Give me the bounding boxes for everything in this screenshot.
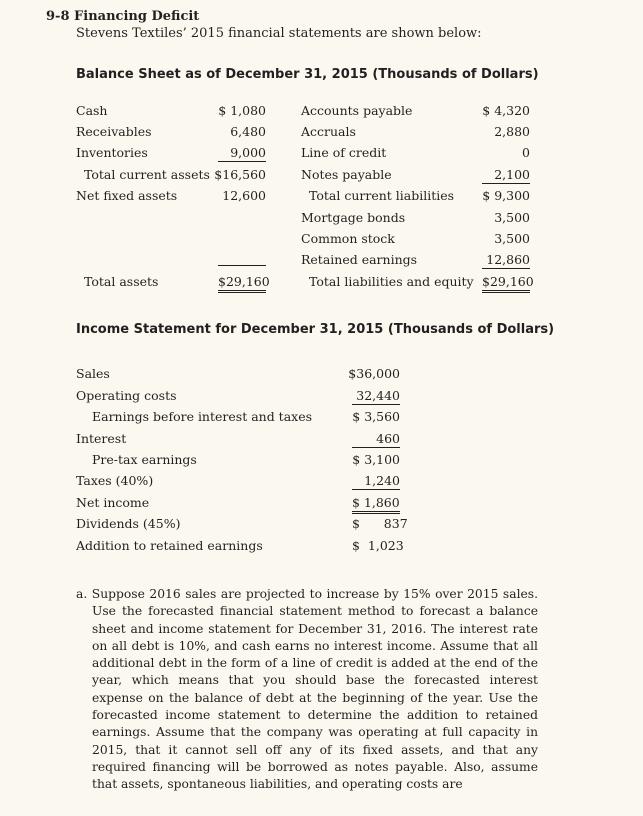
liability-label: Total current liabilities [309, 188, 455, 203]
question-a-text: a. Suppose 2016 sales are projected to increase by 15% over 2015 sales. Use the forecasted financial statement method to forecast a balance sheet and income statement for December 31, 2016. The interest rate on all debt is 10%, and cash earns no interest income. Assume that all additional debt in the form of a line of credit is added at the end of the year, which means that you should base the forecasted interest expense on the balance of debt at the beginning of the year. Use the forecasted income statement to determine the addition to retained earnings. Assume that the company was operating at full capacity in 2015, that it cannot sell off any of its fixed assets, and that any required financing will be borrowed as notes payable. Also, assume that assets, spontaneous liabilities, and operating costs are [76, 587, 538, 792]
asset-value: 6,480 [230, 124, 266, 139]
asset-label: Net fixed assets [76, 188, 178, 203]
income-label: Operating costs [76, 388, 177, 403]
income-value: $ 3,100 [352, 452, 400, 467]
liability-label: Accruals [301, 124, 356, 139]
asset-value: 9,000 [218, 145, 266, 162]
income-value: 460 [352, 431, 400, 448]
income-value: 1,240 [352, 473, 400, 490]
income-label: Sales [76, 366, 110, 381]
liability-value: 3,500 [494, 210, 530, 225]
income-value: $ 1,860 [352, 495, 400, 514]
income-label: Taxes (40%) [76, 473, 154, 488]
income-value: $36,000 [348, 366, 400, 381]
income-value: $ 837 [352, 516, 408, 531]
income-value: $ 3,560 [352, 409, 400, 424]
asset-label: Inventories [76, 145, 148, 160]
liability-label: Notes payable [301, 167, 392, 182]
total-liabilities-equity-value: $29,160 [482, 274, 530, 293]
liability-label: Line of credit [301, 145, 387, 160]
total-assets-rule [218, 265, 266, 266]
income-label: Dividends (45%) [76, 516, 181, 531]
asset-value: $16,560 [214, 167, 266, 182]
asset-value: 12,600 [222, 188, 266, 203]
problem-intro: Stevens Textiles’ 2015 financial statements are shown below: [76, 26, 482, 41]
problem-heading [46, 9, 199, 24]
liability-value: $ 9,300 [482, 188, 530, 203]
income-label: Interest [76, 431, 127, 446]
income-statement-title: Income Statement for December 31, 2015 (Thousands of Dollars) [76, 322, 555, 337]
liability-value: 12,860 [482, 252, 530, 269]
problem-title: Financing Deficit [74, 9, 200, 24]
balance-sheet-title: Balance Sheet as of December 31, 2015 (Thousands of Dollars) [76, 67, 539, 82]
liability-value: 3,500 [494, 231, 530, 246]
liability-label: Total liabilities and equity [309, 274, 474, 289]
asset-value: $ 1,080 [218, 103, 266, 118]
total-assets-value: $29,160 [218, 274, 266, 293]
income-label: Earnings before interest and taxes [92, 409, 313, 424]
liability-label: Mortgage bonds [301, 210, 406, 225]
liability-value: $ 4,320 [482, 103, 530, 118]
asset-label: Receivables [76, 124, 152, 139]
liability-value: 0 [522, 145, 530, 160]
liability-value: 2,100 [482, 167, 530, 184]
problem-number: 9-8 [46, 9, 70, 24]
liability-value: 2,880 [494, 124, 530, 139]
total-assets-label: Total assets [84, 274, 159, 289]
asset-label: Cash [76, 103, 108, 118]
liability-label: Retained earnings [301, 252, 418, 267]
income-value: 32,440 [352, 388, 400, 405]
income-label: Addition to retained earnings [76, 538, 263, 553]
income-value: $ 1,023 [352, 538, 404, 553]
income-label: Net income [76, 495, 150, 510]
liability-label: Accounts payable [301, 103, 413, 118]
liability-label: Common stock [301, 231, 395, 246]
asset-label: Total current assets [84, 167, 210, 182]
income-label: Pre-tax earnings [92, 452, 197, 467]
